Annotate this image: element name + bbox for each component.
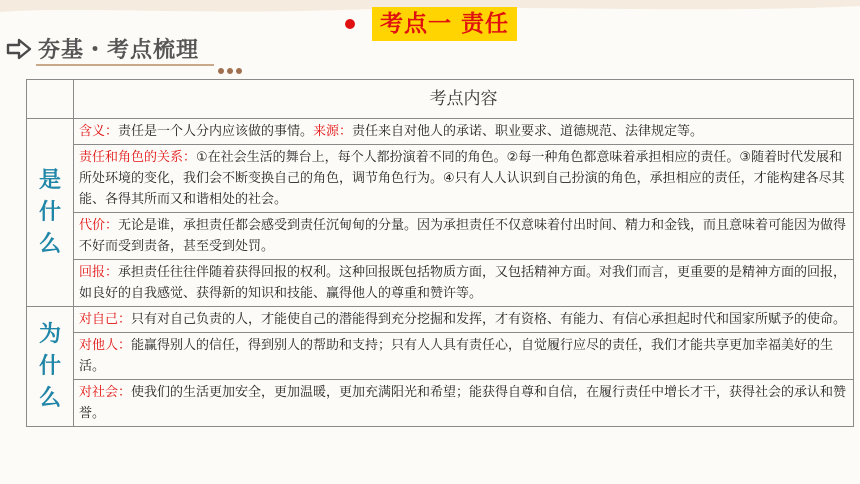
table-body <box>27 119 854 427</box>
table-row <box>27 119 854 145</box>
content-text: ①在社会生活的舞台上，每个人都扮演着不同的角色。②每一种角色都意味着承担相应的责任。③随着时代发展和所处环境的变化，我们会不断变换自己的角色，调节角色行为。④只有人人认识到自己扮演的角色，承担相应的责任，才能构建各尽其能、各得其所而又和谐相处的社会。 <box>79 150 845 207</box>
table-row <box>27 260 854 307</box>
content-text: 责任是一个人分内应该做的事情。 <box>118 124 314 139</box>
category-char: 是 <box>38 167 61 193</box>
content-key-label: 对自己： <box>79 312 132 327</box>
content-cell <box>74 119 854 145</box>
category-label <box>27 119 74 307</box>
content-key-label: 对社会： <box>79 385 132 400</box>
page-title: 考点一 责任 <box>372 7 517 41</box>
content-cell <box>74 260 854 307</box>
section-label: 夯基・考点梳理 <box>38 38 200 63</box>
category-char: 为 <box>38 321 61 347</box>
table-row <box>27 333 854 380</box>
knowledge-table <box>26 79 854 427</box>
content-cell <box>74 145 854 213</box>
content-key-label: 对他人： <box>79 338 132 353</box>
decorative-dots <box>218 59 245 78</box>
table-row <box>27 307 854 333</box>
table-row <box>27 145 854 213</box>
content-text: 只有对自己负责的人，才能使自己的潜能得到充分挖掘和发挥，才有资格、有能力、有信心承担起时代和国家所赋予的使命。 <box>131 312 847 327</box>
content-cell <box>74 333 854 380</box>
content-key-label: 责任和角色的关系： <box>79 150 197 165</box>
content-key-label: 来源： <box>313 124 353 139</box>
content-text: 责任来自对他人的承诺、职业要求、道德规范、法律规定等。 <box>352 124 704 139</box>
content-key-label: 回报： <box>79 265 119 280</box>
arrow-right-icon <box>6 38 32 60</box>
content-text: 承担责任往往伴随着获得回报的权利。这种回报既包括物质方面，又包括精神方面。对我们而言，更重要的是精神方面的回报，如良好的自我感觉、获得新的知识和技能、赢得他人的尊重和赞许等。 <box>79 265 847 301</box>
category-char: 么 <box>38 231 61 257</box>
title-bullet-icon <box>345 19 355 29</box>
category-char: 什 <box>38 353 61 379</box>
table-column-header: 考点内容 <box>74 80 854 119</box>
content-text: 使我们的生活更加安全，更加温暖，更加充满阳光和希望；能获得自尊和自信，在履行责任中增长才干，获得社会的承认和赞誉。 <box>79 385 847 421</box>
content-key-label: 含义： <box>79 124 119 139</box>
content-cell <box>74 380 854 427</box>
content-key-label: 代价： <box>79 218 119 233</box>
table-header-row <box>27 80 854 119</box>
category-char: 么 <box>38 385 61 411</box>
section-underline <box>36 64 214 66</box>
content-text: 无论是谁，承担责任都会感受到责任沉甸甸的分量。因为承担责任不仅意味着付出时间、精力和金钱，而且意味着可能因为做得不好而受到责备，甚至受到处罚。 <box>79 218 847 254</box>
content-text: 能赢得别人的信任，得到别人的帮助和支持；只有人人具有责任心，自觉履行应尽的责任，我们才能共享更加幸福美好的生活。 <box>79 338 834 374</box>
category-char: 什 <box>38 199 61 225</box>
table-row <box>27 380 854 427</box>
table-row <box>27 213 854 260</box>
table-header-blank <box>27 80 74 119</box>
category-label <box>27 307 74 427</box>
content-cell <box>74 307 854 333</box>
content-cell <box>74 213 854 260</box>
